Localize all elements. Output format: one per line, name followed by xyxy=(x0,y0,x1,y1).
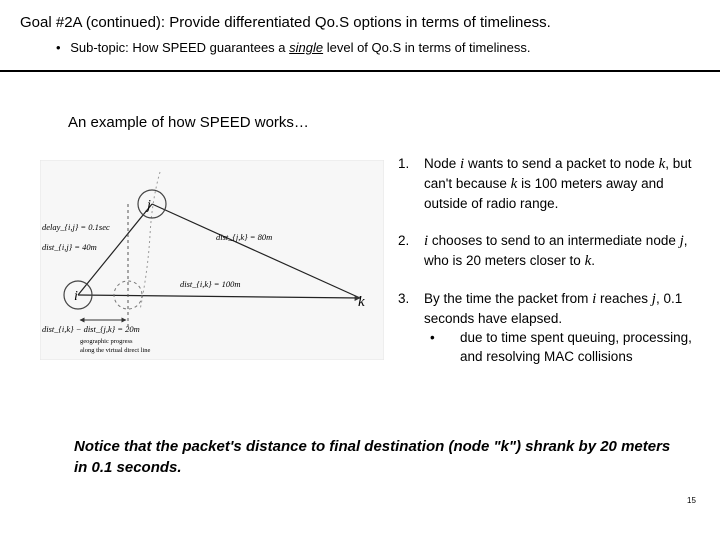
subtopic-line xyxy=(56,40,530,55)
example-heading: An example of how SPEED works… xyxy=(68,114,309,131)
speed-diagram xyxy=(40,160,384,360)
step-number: 1. xyxy=(398,156,410,171)
step-text: , who is 20 meters closer to xyxy=(424,233,688,268)
step-text: , but can't because xyxy=(424,156,692,191)
step-text: , 0.1 seconds have elapsed. xyxy=(424,291,683,326)
step-number: 3. xyxy=(398,291,410,306)
step-text: Node xyxy=(424,156,461,171)
step-3 xyxy=(398,289,708,366)
steps-list xyxy=(398,154,708,378)
node-k-label: k xyxy=(358,294,365,310)
math-var: i xyxy=(592,291,597,307)
progress-caption-2: along the virtual direct line xyxy=(80,347,151,354)
step-text: is 100 meters away and outside of radio range. xyxy=(424,176,664,211)
progress-label: dist_{i,k} − dist_{j,k} = 20m xyxy=(42,324,140,334)
step-1 xyxy=(398,154,708,213)
subtopic-bullet: • xyxy=(56,40,61,55)
subtopic-emphasis: single xyxy=(289,40,324,55)
node-j-label: j xyxy=(147,198,151,213)
sub-bullet: • xyxy=(430,330,435,345)
step-text: reaches xyxy=(596,291,652,306)
notice-text: Notice that the packet's distance to final destination (node "k") shrank by 20 meters in 0.1 seconds. xyxy=(74,438,671,476)
dist-ij-label: dist_{i,j} = 40m xyxy=(42,242,97,252)
sub-text: due to time spent queuing, processing, and resolving MAC collisions xyxy=(460,330,692,364)
node-i-label: i xyxy=(74,289,78,304)
step-text: . xyxy=(591,253,596,268)
math-var: j xyxy=(679,233,684,249)
page-number: 15 xyxy=(687,496,696,505)
step-number: 2. xyxy=(398,233,410,248)
subtopic-prefix: Sub-topic: How SPEED guarantees a xyxy=(70,40,290,55)
progress-caption-1: geographic progress xyxy=(80,338,133,345)
math-var: k xyxy=(510,176,518,192)
slide-title: Goal #2A (continued): Provide differentiated Qo.S options in terms of timeliness. xyxy=(20,14,551,31)
step-text: By the time the packet from xyxy=(424,291,593,306)
dist-jk-label: dist_{j,k} = 80m xyxy=(216,232,273,242)
math-var: i xyxy=(460,156,465,172)
step-text: wants to send a packet to node xyxy=(464,156,659,171)
header-divider xyxy=(0,70,720,72)
math-var: k xyxy=(584,253,592,269)
delay-label: delay_{i,j} = 0.1sec xyxy=(42,222,110,232)
step-text: chooses to send to an intermediate node xyxy=(428,233,680,248)
subtopic-suffix: level of Qo.S in terms of timeliness. xyxy=(323,40,531,55)
dist-ik-label: dist_{i,k} = 100m xyxy=(180,279,241,289)
math-var: i xyxy=(424,233,429,249)
math-var: j xyxy=(651,291,656,307)
step-3-subpoint xyxy=(424,328,708,366)
math-var: k xyxy=(658,156,666,172)
step-2 xyxy=(398,231,708,271)
